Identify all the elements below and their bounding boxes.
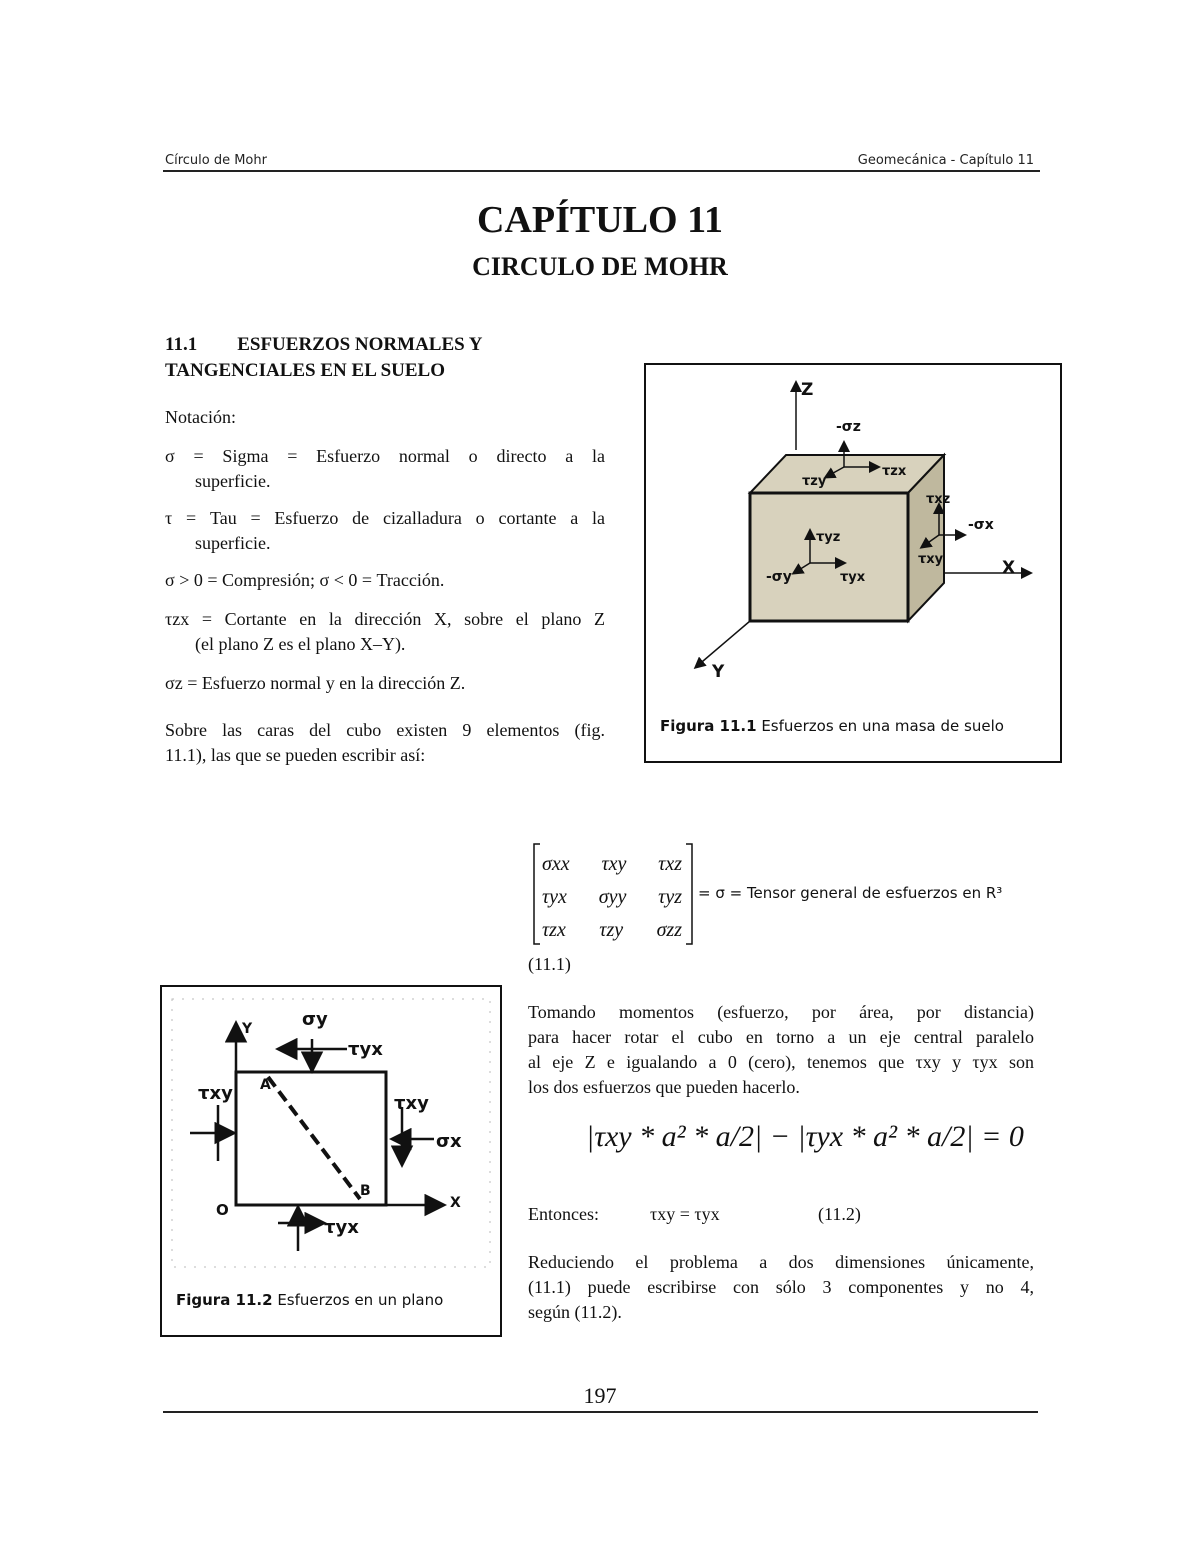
then-label: Entonces: [528,1204,599,1224]
tensor-r1c3: τxz [658,853,682,875]
moment-equation: |τxy * a² * a/2| − |τyx * a² * a/2| = 0 [586,1120,1024,1153]
moments-line4: los dos esfuerzos que pueden hacerlo. [528,1077,800,1097]
tensor-definition: = σ = Tensor general de esfuerzos en R³ [698,884,1003,902]
figure-11-2-caption-text: Esfuerzos en un plano [272,1291,444,1309]
chapter-subtitle: CIRCULO DE MOHR [472,252,728,281]
label-tau-yz: τyz [816,530,841,545]
notation-heading: Notación: [165,407,236,427]
moments-line3: al eje Z e igualando a 0 (cero), tenemos que τxy y τyx son [528,1052,1034,1072]
figure-11-2 [160,985,502,1337]
running-header-left: Círculo de Mohr [165,153,267,168]
label-y: Y [712,662,725,682]
tau-zx-definition-line1: τzx = Cortante en la dirección X, sobre el plano Z [165,609,605,629]
label-plane-y: Y [242,1021,253,1037]
moments-paragraph [528,1000,1034,1100]
label-tau-zx: τzx [882,464,907,479]
chapter-title: CAPÍTULO 11 [477,199,723,241]
reduce-line1: Reduciendo el problema a dos dimensiones únicamente, [528,1252,1034,1272]
label-point-a: A [260,1077,271,1093]
plane-a-b [268,1077,360,1199]
section-title-line2: TANGENCIALES EN EL SUELO [165,360,445,381]
plane-stress-diagram [162,987,500,1335]
tau-definition-line1: τ = Tau = Esfuerzo de cizalladura o cortante a la [165,508,605,528]
figure-11-1 [644,363,1062,763]
footer-rule [163,1411,1038,1413]
figure-11-2-caption [176,1291,443,1309]
tau-zx-definition-line2: (el plano Z es el plano X–Y). [195,634,406,654]
reduce-line2: (11.1) puede escribirse con sólo 3 componentes y no 4, [528,1277,1034,1297]
tensor-r2c1: τyx [542,886,567,908]
figure-11-1-caption-text: Esfuerzos en una masa de suelo [756,717,1004,735]
tensor-r2c3: τyz [658,886,682,908]
label-tau-xy-left: τxy [198,1083,233,1104]
sigma-definition-line1: σ = Sigma = Esfuerzo normal o directo a la [165,446,605,466]
label-sigma-z: -σz [836,419,861,435]
section-number: 11.1 [165,334,198,355]
label-tau-zy: τzy [802,474,827,489]
reduce-paragraph [528,1250,1034,1325]
tensor-r1c2: τxy [601,853,627,875]
intro-line1: Sobre las caras del cubo existen 9 elementos (fig. [165,720,605,740]
label-point-b: B [360,1183,371,1199]
tensor-entries [542,848,682,947]
section-title-line1: ESFUERZOS NORMALES Y [237,334,483,355]
label-sigma-y: -σy [766,569,792,585]
section-heading [165,332,625,384]
tau-definition-line2: superficie. [195,533,271,553]
cube-stress-diagram [646,365,1060,761]
then-equation: τxy = τyx [650,1204,720,1224]
sigma-definition-line2: superficie. [195,471,271,491]
figure-11-1-caption [660,717,1004,735]
tensor-r3c3: σzz [656,919,682,941]
page-number: 197 [583,1383,617,1408]
figure-11-2-caption-label: Figura 11.2 [176,1291,273,1309]
sign-convention: σ > 0 = Compresión; σ < 0 = Tracción. [165,570,445,590]
label-tau-yx-bottom: τyx [324,1217,359,1238]
label-tau-yx: τyx [840,570,866,585]
label-tau-xy-right: τxy [394,1093,429,1114]
figure-11-1-caption-label: Figura 11.1 [660,717,757,735]
label-tau-yx-top: τyx [348,1039,383,1060]
notation-block [165,405,605,768]
equation-number-11-1: (11.1) [528,954,571,974]
tensor-r3c2: τzy [599,919,624,941]
label-sigma-x: σx [436,1131,462,1152]
tensor-r2c2: σyy [598,886,627,908]
label-tau-xz: τxz [926,492,951,507]
label-tau-xy: τxy [918,552,944,567]
intro-line2: 11.1), las que se pueden escribir así: [165,745,426,765]
cube-front-face [750,493,908,621]
tensor-r3c1: τzx [542,919,566,941]
y-axis [696,621,750,667]
running-header-right: Geomecánica - Capítulo 11 [857,153,1034,168]
moments-line1: Tomando momentos (esfuerzo, por área, por distancia) [528,1002,1034,1022]
reduce-line3: según (11.2). [528,1302,622,1322]
tensor-equation [528,840,1048,950]
label-plane-x: X [450,1195,461,1211]
label-x: X [1002,558,1016,578]
sigma-z-definition: σz = Esfuerzo normal y en la dirección Z. [165,673,466,693]
tensor-r1c1: σxx [542,853,570,875]
label-origin: O [216,1201,229,1219]
label-z: Z [801,380,814,400]
label-sigma-y: σy [302,1009,328,1030]
equation-number-11-2: (11.2) [818,1204,861,1224]
label-sigma-x: -σx [968,517,994,533]
header-rule [163,170,1040,172]
moments-line2: para hacer rotar el cubo en torno a un eje central paralelo [528,1027,1034,1047]
